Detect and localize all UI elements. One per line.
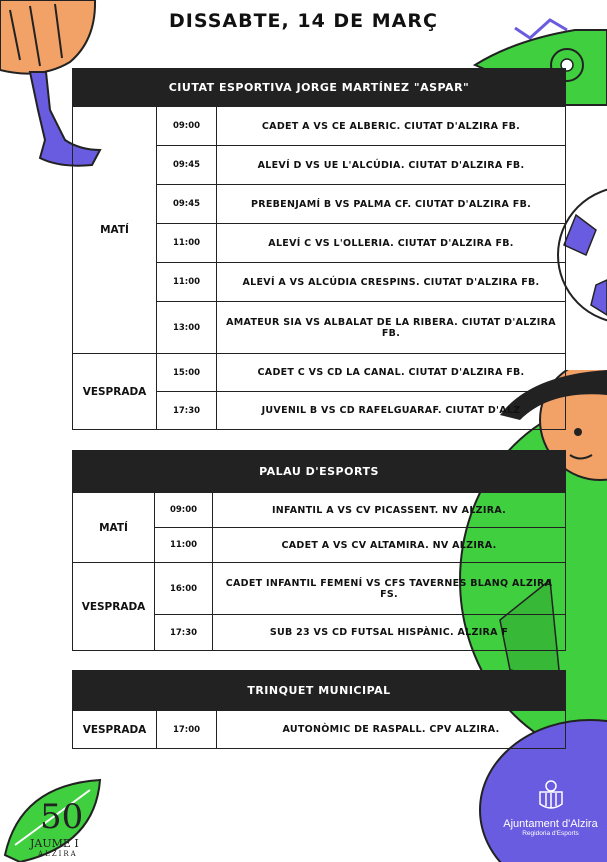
match-time: 17:00	[157, 711, 217, 749]
match-description: AMATEUR SIA VS ALBALAT DE LA RIBERA. CIUTAT D'ALZIRA FB.	[217, 302, 566, 354]
venue-header: TRINQUET MUNICIPAL	[73, 671, 566, 711]
match-description: CADET C VS CD LA CANAL. CIUTAT D'ALZIRA FB.	[217, 354, 566, 392]
venue-header: PALAU D'ESPORTS	[73, 451, 566, 493]
time-slot-label: MATÍ	[73, 107, 157, 354]
time-slot-label: VESPRADA	[73, 354, 157, 430]
coat-of-arms-icon	[536, 780, 566, 812]
time-slot-label: MATÍ	[73, 493, 155, 563]
table-row	[73, 493, 566, 528]
venue-table-ciutat-esportiva	[72, 68, 566, 430]
anniversary-number: 50	[40, 797, 84, 837]
match-time: 09:45	[157, 185, 217, 224]
match-description: ALEVÍ A VS ALCÚDIA CRESPINS. CIUTAT D'ALZIRA FB.	[217, 263, 566, 302]
match-description: ALEVÍ C VS L'OLLERIA. CIUTAT D'ALZIRA FB.	[217, 224, 566, 263]
table-row	[73, 107, 566, 146]
match-time: 09:45	[157, 146, 217, 185]
anniversary-line2: ALZIRA	[38, 850, 78, 858]
match-time: 09:00	[155, 493, 213, 528]
ajuntament-sub: Regidoria d'Esports	[522, 830, 579, 837]
page-title: DISSABTE, 14 DE MARÇ	[169, 10, 438, 32]
anniversary-line1: JAUME I	[30, 837, 79, 850]
time-slot-label: VESPRADA	[73, 711, 157, 749]
match-time: 15:00	[157, 354, 217, 392]
match-time: 11:00	[155, 528, 213, 563]
table-row	[73, 711, 566, 749]
match-description: AUTONÒMIC DE RASPALL. CPV ALZIRA.	[217, 711, 566, 749]
venue-table-palau-esports	[72, 450, 566, 651]
match-description: CADET INFANTIL FEMENÍ VS CFS TAVERNES BLANQ ALZIRA FS.	[213, 563, 566, 615]
match-time: 09:00	[157, 107, 217, 146]
match-time: 17:30	[155, 615, 213, 651]
match-description: JUVENIL B VS CD RAFELGUARAF. CIUTAT D'ALZ	[217, 392, 566, 430]
table-row	[73, 563, 566, 615]
match-description: ALEVÍ D VS UE L'ALCÚDIA. CIUTAT D'ALZIRA FB.	[217, 146, 566, 185]
ajuntament-logo	[494, 780, 607, 862]
anniversary-logo	[0, 775, 110, 862]
ajuntament-name: Ajuntament d'Alzira	[503, 818, 598, 830]
match-time: 11:00	[157, 263, 217, 302]
time-slot-label: VESPRADA	[73, 563, 155, 651]
match-time: 11:00	[157, 224, 217, 263]
match-time: 13:00	[157, 302, 217, 354]
match-description: CADET A VS CE ALBERIC. CIUTAT D'ALZIRA FB.	[217, 107, 566, 146]
match-time: 17:30	[157, 392, 217, 430]
venue-header: CIUTAT ESPORTIVA JORGE MARTÍNEZ "ASPAR"	[73, 69, 566, 107]
match-description: INFANTIL A VS CV PICASSENT. NV ALZIRA.	[213, 493, 566, 528]
table-row	[73, 354, 566, 392]
venue-table-trinquet	[72, 670, 566, 749]
match-description: SUB 23 VS CD FUTSAL HISPÀNIC. ALZIRA F	[213, 615, 566, 651]
match-description: PREBENJAMÍ B VS PALMA CF. CIUTAT D'ALZIRA FB.	[217, 185, 566, 224]
match-time: 16:00	[155, 563, 213, 615]
match-description: CADET A VS CV ALTAMIRA. NV ALZIRA.	[213, 528, 566, 563]
